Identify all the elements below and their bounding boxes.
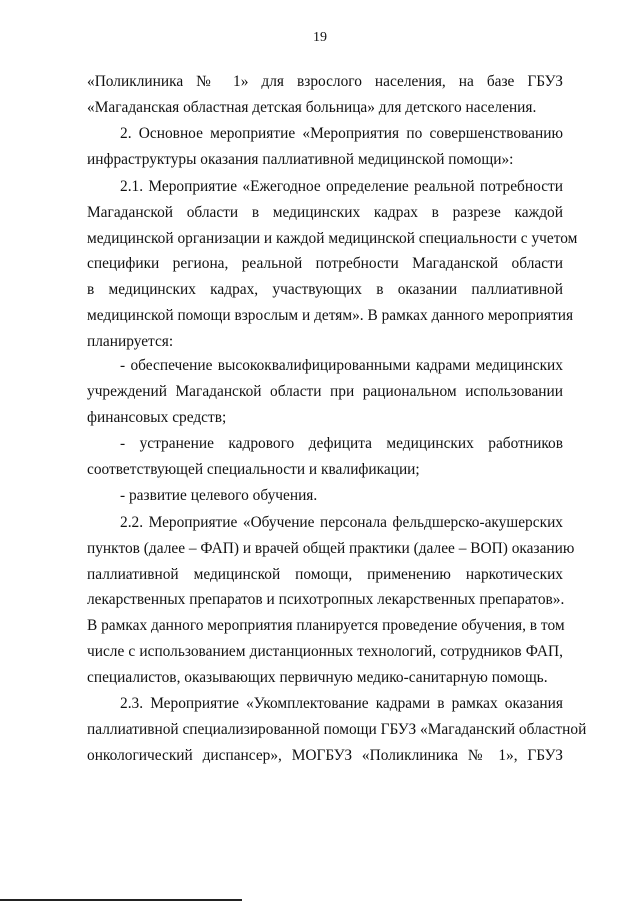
paragraph: [87, 69, 563, 121]
paragraph-line: лекарственных препаратов и психотропных лекарственных препаратов».: [87, 591, 565, 609]
paragraph-line: пунктов (далее – ФАП) и врачей общей практики (далее – ВОП) оказанию: [87, 539, 575, 557]
paragraph-line: медицинской помощи взрослым и детям». В рамках данного мероприятия: [87, 306, 574, 324]
paragraph-line: числе с использованием дистанционных технологий, сотрудников ФАП,: [87, 642, 563, 660]
paragraph: [87, 121, 563, 173]
paragraph: [87, 431, 563, 483]
footnote-separator-line: [0, 899, 242, 901]
paragraph-line: паллиативной специализированной помощи ГБУЗ «Магаданский областной: [87, 720, 587, 738]
paragraph-line: «Магаданская областная детская больница» для детского населения.: [87, 98, 537, 116]
paragraph: [87, 691, 587, 768]
paragraph: [87, 483, 563, 509]
paragraph-line: паллиативной медицинской помощи, применению наркотических: [87, 565, 563, 583]
paragraph-line: в медицинских кадрах, участвующих в оказании паллиативной: [87, 281, 563, 299]
paragraph-line: 2.3. Мероприятие «Укомплектование кадрами в рамках оказания: [120, 695, 563, 712]
paragraph-line: учреждений Магаданской области при рациональном использовании: [87, 382, 563, 400]
paragraph-line: инфраструктуры оказания паллиативной медицинской помощи»:: [87, 150, 514, 168]
paragraph-line: медицинской организации и каждой медицинской специальности с учетом: [87, 229, 578, 247]
paragraph-line: планируется:: [87, 332, 174, 350]
paragraph: [87, 510, 575, 691]
paragraph: [87, 174, 578, 355]
paragraph-line: - обеспечение высококвалифицированными кадрами медицинских: [120, 357, 563, 374]
paragraph-line: 2.2. Мероприятие «Обучение персонала фельдшерско-акушерских: [120, 514, 563, 531]
paragraph-line: «Поликлиника № 1» для взрослого населения, на базе ГБУЗ: [87, 73, 563, 90]
paragraph-line: специфики региона, реальной потребности Магаданской области: [87, 255, 563, 273]
paragraph-line: финансовых средств;: [87, 408, 227, 426]
paragraph-line: специалистов, оказывающих первичную медико-санитарную помощь.: [87, 668, 548, 686]
paragraph-line: В рамках данного мероприятия планируется проведение обучения, в том: [87, 617, 565, 635]
paragraph-line: 2. Основное мероприятие «Мероприятия по совершенствованию: [120, 125, 563, 142]
paragraph-line: соответствующей специальности и квалификации;: [87, 460, 420, 478]
paragraph-line: - устранение кадрового дефицита медицинских работников: [120, 435, 563, 452]
paragraph-line: - развитие целевого обучения.: [120, 487, 318, 504]
paragraph-line: Магаданской области в медицинских кадрах в разрезе каждой: [87, 203, 563, 221]
paragraph-line: онкологический диспансер», МОГБУЗ «Поликлиника № 1», ГБУЗ: [87, 746, 563, 764]
paragraph-line: 2.1. Мероприятие «Ежегодное определение реальной потребности: [120, 178, 563, 195]
page-number: 19: [313, 30, 327, 45]
paragraph: [87, 353, 563, 430]
